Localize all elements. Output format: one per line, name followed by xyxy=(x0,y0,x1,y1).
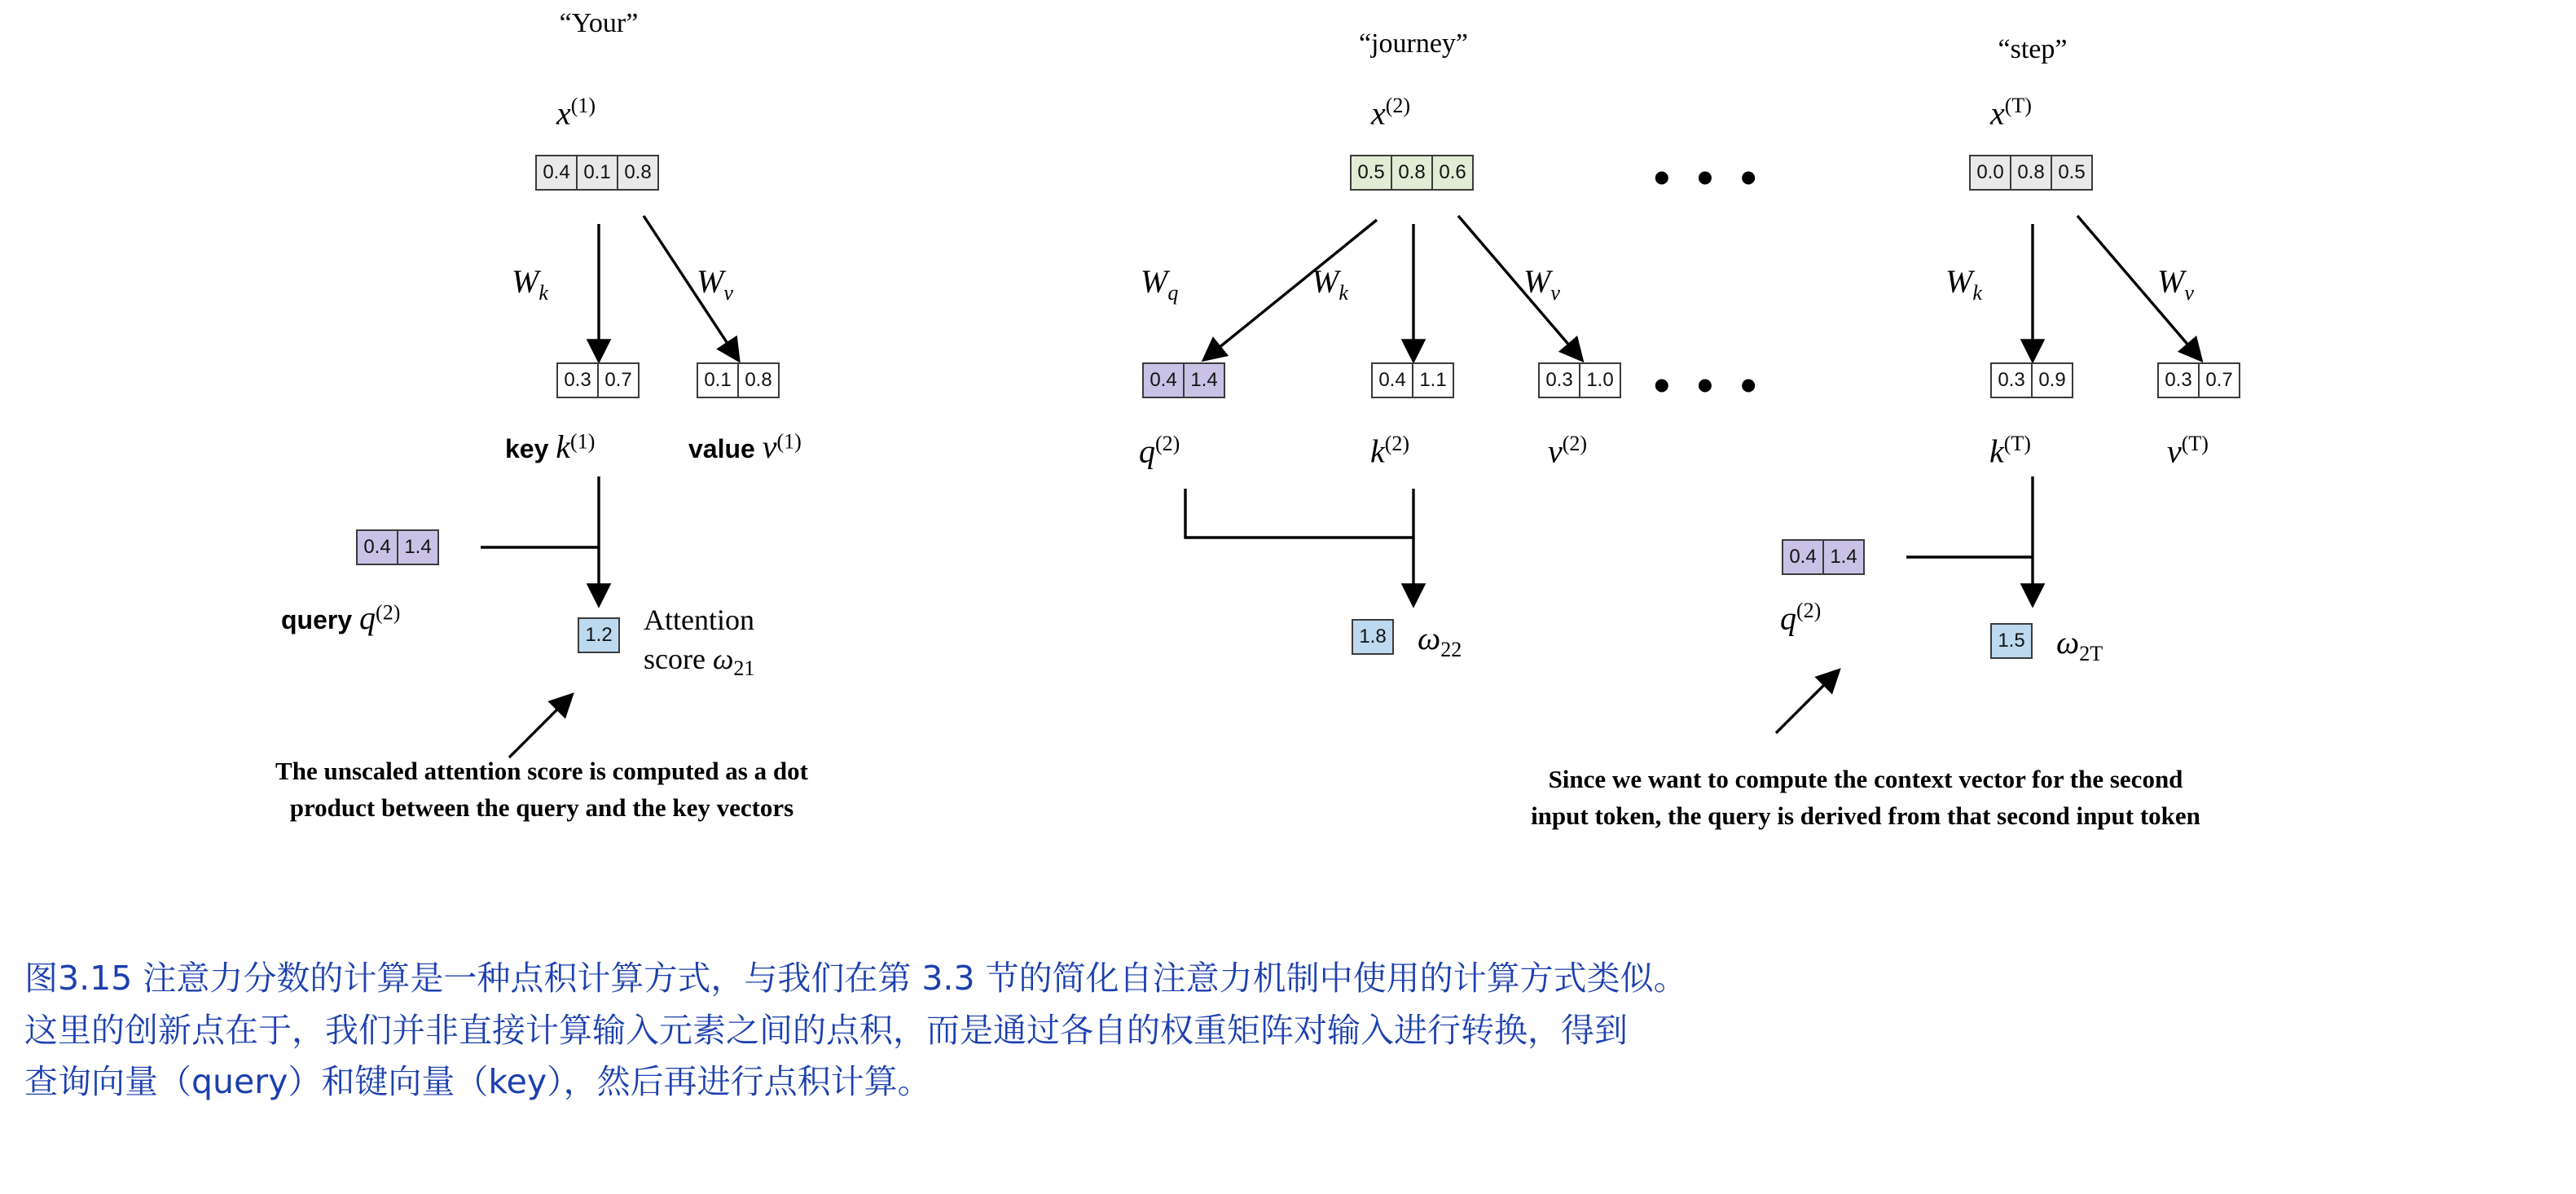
input-symbol-1 xyxy=(556,94,596,132)
weight-k-label-1 xyxy=(512,262,548,305)
attention-score-label-1-word: score xyxy=(644,643,706,675)
value-label-2 xyxy=(1548,432,1587,470)
query-vector-3-cell-1: 1.4 xyxy=(1822,539,1865,575)
query-label-1 xyxy=(281,599,400,637)
weight-k-label-3 xyxy=(1945,262,1982,305)
token-label-3: “step” xyxy=(1998,34,2068,64)
query-label-1-text: query xyxy=(281,605,353,634)
value-vector-3 xyxy=(2157,362,2240,398)
value-vector-2 xyxy=(1538,362,1621,398)
query-vector-3 xyxy=(1782,539,1865,575)
attention-score-label-1-line1: Attention xyxy=(644,604,754,636)
query-vector-1 xyxy=(356,529,439,565)
weight-v-sub-2: v xyxy=(1550,281,1560,305)
figure-caption xyxy=(24,953,2558,1108)
annotation-2-line1: Since we want to compute the context vector for the second xyxy=(1548,765,2183,793)
omega-sub-1: 21 xyxy=(733,656,755,681)
input-symbol-2-sup: (2) xyxy=(1385,94,1411,117)
value-vector-2-cell-1: 1.0 xyxy=(1579,362,1621,398)
weight-v-letter-2: W xyxy=(1523,263,1551,300)
attention-score-box-2: 1.8 xyxy=(1352,619,1394,655)
key-sup-3: (T) xyxy=(2003,432,2031,455)
key-vector-3-cell-1: 0.9 xyxy=(2031,362,2073,398)
value-symbol-1: v xyxy=(762,428,777,465)
weight-v-label-3 xyxy=(2157,262,2194,305)
omega-sub-2: 22 xyxy=(1440,638,1462,661)
value-vector-1-cell-0: 0.1 xyxy=(697,362,739,398)
input-vector-3-cell-0: 0.0 xyxy=(1969,155,2011,191)
value-symbol-2: v xyxy=(1548,432,1563,470)
key-sup-2: (2) xyxy=(1384,432,1410,455)
attention-score-box-3: 1.5 xyxy=(1990,623,2033,659)
value-symbol-3: v xyxy=(2167,432,2182,470)
input-vector-1-cell-2: 0.8 xyxy=(617,155,659,191)
weight-v-label-2 xyxy=(1523,262,1560,305)
input-vector-3-cell-1: 0.8 xyxy=(2010,155,2052,191)
input-vector-2 xyxy=(1350,155,1474,191)
weight-q-sub-2: q xyxy=(1167,281,1179,305)
annotation-1-line1: The unscaled attention score is computed as a dot xyxy=(275,757,808,785)
key-symbol-1: k xyxy=(556,428,571,465)
key-vector-1-cell-1: 0.7 xyxy=(597,362,640,398)
query-symbol-3: q xyxy=(1780,599,1796,637)
query-vector-2-cell-1: 1.4 xyxy=(1183,362,1225,398)
input-symbol-3 xyxy=(1990,94,2032,132)
key-label-1-text: key xyxy=(505,434,549,463)
omega-sub-3: 2T xyxy=(2079,642,2103,665)
input-symbol-2 xyxy=(1371,94,1410,132)
value-label-1-text: value xyxy=(688,434,755,463)
annotation-1-line2: product between the query and the key vectors xyxy=(289,792,794,822)
weight-k-letter-1: W xyxy=(512,263,539,300)
attention-score-label-1 xyxy=(644,603,921,681)
key-vector-2-cell-0: 0.4 xyxy=(1371,362,1413,398)
key-vector-1 xyxy=(556,362,640,398)
value-vector-3-cell-1: 0.7 xyxy=(2198,362,2240,398)
omega-label-3 xyxy=(2056,623,2103,666)
value-sup-1: (1) xyxy=(776,429,802,454)
key-label-2 xyxy=(1370,432,1409,470)
token-label-1: “Your” xyxy=(559,8,639,38)
query-vector-2-cell-0: 0.4 xyxy=(1142,362,1185,398)
weight-k-sub-3: k xyxy=(1972,281,1982,305)
input-vector-1-cell-1: 0.1 xyxy=(576,155,618,191)
query-vector-1-cell-1: 1.4 xyxy=(397,529,439,565)
value-vector-3-cell-0: 0.3 xyxy=(2157,362,2200,398)
input-vector-1 xyxy=(535,155,659,191)
key-vector-3-cell-0: 0.3 xyxy=(1990,362,2033,398)
query-vector-1-cell-0: 0.4 xyxy=(356,529,398,565)
weight-k-letter-3: W xyxy=(1945,263,1973,300)
attention-score-label-1-line2 xyxy=(644,642,921,681)
value-vector-2-cell-0: 0.3 xyxy=(1538,362,1580,398)
key-symbol-2: k xyxy=(1370,432,1385,470)
weight-v-sub-3: v xyxy=(2184,281,2194,305)
weight-k-letter-2: W xyxy=(1312,263,1339,300)
omega-symbol-2: ω xyxy=(1418,620,1441,656)
input-vector-2-cell-0: 0.5 xyxy=(1350,155,1392,191)
key-vector-3 xyxy=(1990,362,2073,398)
query-symbol-1: q xyxy=(359,599,376,636)
input-symbol-3-letter: x xyxy=(1990,94,2005,132)
value-sup-3: (T) xyxy=(2181,432,2209,455)
weight-k-sub-2: k xyxy=(1339,281,1348,305)
query-vector-3-cell-0: 0.4 xyxy=(1782,539,1824,575)
omega-symbol-1: ω xyxy=(712,643,734,675)
caption-line-3: 查询向量（query）和键向量（key），然后再进行点积计算。 xyxy=(24,1062,931,1102)
weight-q-label-2 xyxy=(1141,262,1178,305)
caption-line-2: 这里的创新点在于，我们并非直接计算输入元素之间的点积，而是通过各自的权重矩阵对输入进行转换，得到 xyxy=(24,1010,1628,1050)
annotation-2 xyxy=(1344,762,2387,835)
query-sup-1: (2) xyxy=(376,600,401,625)
weight-q-letter-2: W xyxy=(1141,263,1168,300)
value-label-1 xyxy=(688,428,802,466)
weight-v-letter-3: W xyxy=(2157,263,2185,300)
key-label-1 xyxy=(505,428,595,466)
value-sup-2: (2) xyxy=(1562,432,1588,455)
query-sup-2: (2) xyxy=(1155,432,1180,455)
key-vector-2-cell-1: 1.1 xyxy=(1412,362,1454,398)
omega-label-2 xyxy=(1418,619,1462,662)
key-sup-1: (1) xyxy=(570,429,596,454)
weight-v-sub-1: v xyxy=(723,281,733,305)
query-symbol-2: q xyxy=(1139,432,1155,470)
token-label-2: “journey” xyxy=(1358,29,1469,59)
input-vector-2-cell-1: 0.8 xyxy=(1391,155,1433,191)
input-vector-3-cell-2: 0.5 xyxy=(2051,155,2093,191)
annotation-1 xyxy=(106,753,978,827)
weight-v-label-1 xyxy=(697,262,733,305)
annotation-2-line2: input token, the query is derived from that second input token xyxy=(1531,801,2200,830)
key-symbol-3: k xyxy=(1989,432,2004,470)
input-symbol-1-sup: (1) xyxy=(570,94,596,117)
value-vector-1-cell-1: 0.8 xyxy=(737,362,780,398)
query-label-3 xyxy=(1780,599,1821,637)
ellipsis-top: • • • xyxy=(1654,151,1764,203)
caption-line-1: 图3.15 注意力分数的计算是一种点积计算方式，与我们在第 3.3 节的简化自注意力机制中使用的计算方式类似。 xyxy=(24,959,1687,998)
key-vector-1-cell-0: 0.3 xyxy=(556,362,599,398)
input-symbol-2-letter: x xyxy=(1371,94,1386,132)
weight-k-label-2 xyxy=(1312,262,1348,305)
input-vector-2-cell-2: 0.6 xyxy=(1431,155,1474,191)
key-vector-2 xyxy=(1371,362,1454,398)
attention-score-box-1: 1.2 xyxy=(578,617,620,653)
input-vector-3 xyxy=(1969,155,2093,191)
input-vector-1-cell-0: 0.4 xyxy=(535,155,578,191)
value-vector-1 xyxy=(697,362,780,398)
weight-v-letter-1: W xyxy=(697,263,724,300)
input-symbol-1-letter: x xyxy=(556,94,571,132)
key-label-3 xyxy=(1989,432,2031,470)
value-label-3 xyxy=(2167,432,2209,470)
query-label-2 xyxy=(1139,432,1180,470)
input-symbol-3-sup: (T) xyxy=(2004,94,2032,117)
ellipsis-mid: • • • xyxy=(1654,359,1764,410)
weight-k-sub-1: k xyxy=(538,281,548,305)
omega-symbol-3: ω xyxy=(2056,624,2080,661)
query-sup-3: (2) xyxy=(1796,599,1822,622)
query-vector-2 xyxy=(1142,362,1225,398)
